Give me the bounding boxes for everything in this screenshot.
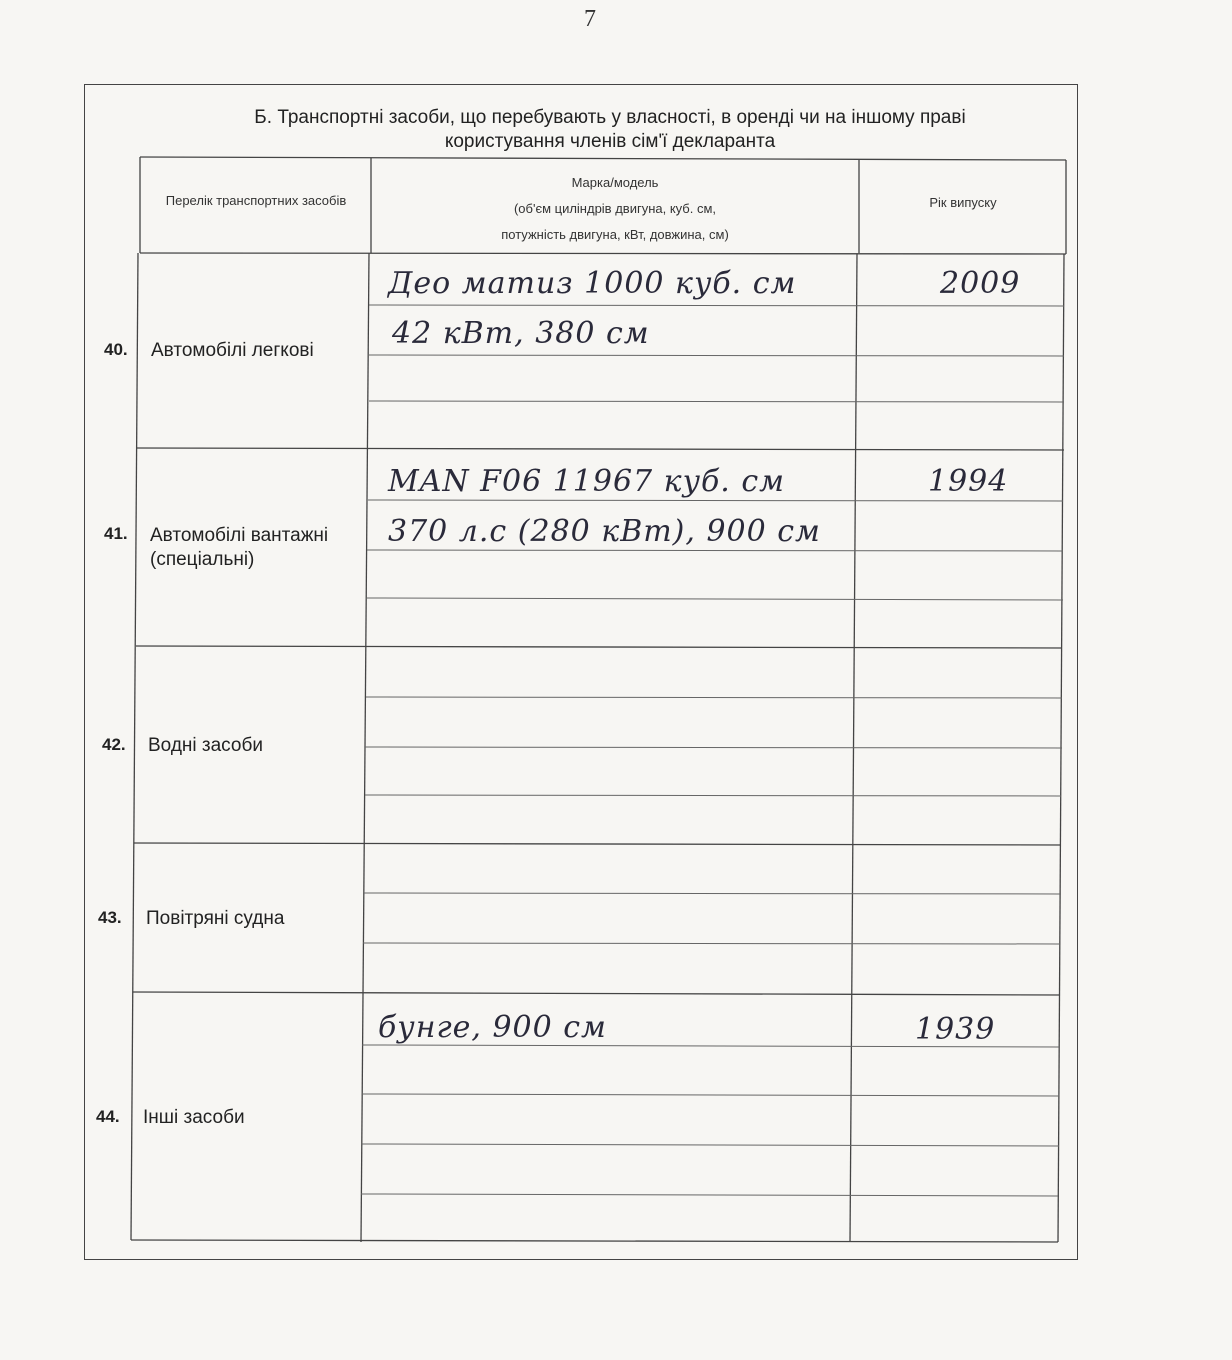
- row-41-entry-line2: 370 л.с (280 кВт), 900 см: [388, 514, 821, 549]
- row-44-label: Інші засоби: [143, 1107, 245, 1128]
- row-41-entry-line1: MAN F06 11967 куб. см: [388, 464, 786, 499]
- row-40-year: 2009: [940, 266, 1021, 301]
- row-44-number: 44.: [96, 1107, 120, 1126]
- header-model-line2: (об'єм циліндрів двигуна, куб. см,: [513, 201, 717, 216]
- row-44-entry-line1: бунге, 900 см: [378, 1010, 607, 1045]
- page-number: 7: [584, 6, 596, 32]
- header-vehicle-list: Перелік транспортних засобів: [165, 193, 347, 208]
- row-41-label-line2: (спеціальні): [150, 549, 255, 570]
- row-42-label: Водні засоби: [148, 735, 263, 756]
- header-make-model: [372, 170, 858, 248]
- section-title-line2: користування членів сім'ї декларанта: [444, 131, 776, 152]
- row-43-label: Повітряні судна: [146, 908, 285, 929]
- row-41-label-line1: Автомобілі вантажні: [150, 525, 329, 546]
- row-40-entry-line1: Део матиз 1000 куб. см: [388, 266, 797, 301]
- header-model-line3: потужність двигуна, кВт, довжина, см): [501, 227, 729, 242]
- row-41-label: [150, 524, 328, 572]
- section-title-line1: Б. Транспортні засоби, що перебувають у власності, в оренді чи на іншому праві: [254, 107, 966, 128]
- header-year: Рік випуску: [929, 195, 997, 210]
- row-41-year: 1994: [928, 464, 1009, 499]
- header-model-line1: Марка/модель: [571, 175, 659, 190]
- row-40-number: 40.: [104, 340, 128, 359]
- row-42-number: 42.: [102, 735, 126, 754]
- row-41-number: 41.: [104, 524, 128, 543]
- row-40-label: Автомобілі легкові: [151, 340, 314, 361]
- row-44-year: 1939: [915, 1012, 996, 1047]
- row-43-number: 43.: [98, 908, 122, 927]
- row-40-entry-line2: 42 кВт, 380 см: [392, 316, 650, 351]
